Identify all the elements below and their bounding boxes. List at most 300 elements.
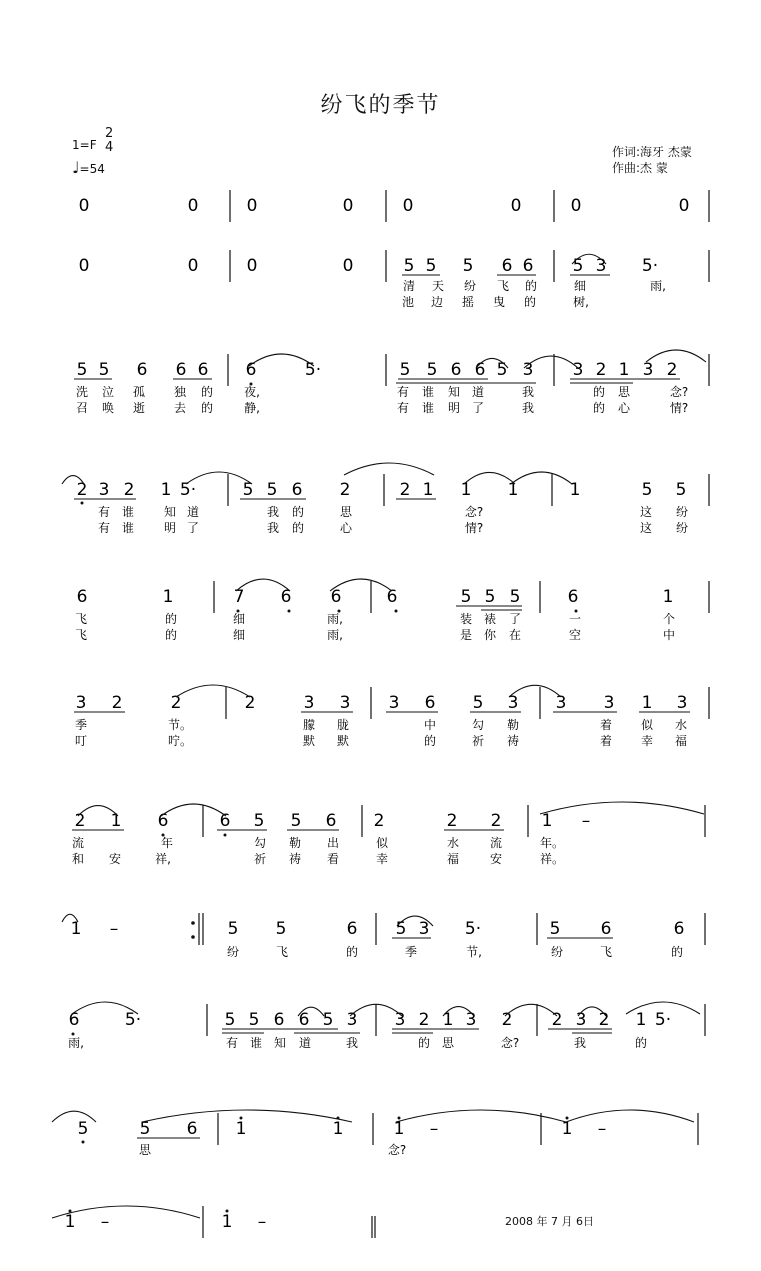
lyric-syllable: 细 — [573, 279, 587, 293]
note: 2 — [418, 1010, 430, 1030]
note: 1 — [442, 1010, 454, 1030]
octave-dot — [338, 610, 341, 613]
note: 6 — [325, 811, 337, 831]
lyric-syllable: 在 — [508, 628, 522, 642]
lyric-syllable: 静, — [244, 401, 260, 415]
lyric-syllable: 的 — [291, 505, 305, 519]
lyric-syllable: 祈 — [471, 734, 485, 748]
note: 3 — [394, 1010, 406, 1030]
note: 2 — [244, 693, 256, 713]
slur — [161, 804, 226, 816]
note: 5 — [425, 256, 437, 276]
note: 1 — [221, 1212, 233, 1232]
lyric-syllable: 曳 — [492, 295, 506, 309]
note: 5 — [641, 480, 653, 500]
note: 1 — [160, 480, 172, 500]
lyric-syllable: 幸 — [375, 852, 389, 866]
lyric-syllable: 有 — [396, 385, 410, 399]
time-signature — [105, 127, 113, 155]
note: 6 — [219, 811, 231, 831]
note: 5 — [77, 1119, 89, 1139]
note: 1 — [635, 1010, 647, 1030]
lyric-syllable: 幸 — [640, 734, 654, 748]
lyric-syllable: 纷 — [226, 945, 240, 959]
lyric-syllable: 的 — [524, 279, 538, 293]
lyric-syllable: 的 — [200, 385, 214, 399]
note: 5· — [654, 1010, 672, 1030]
repeat-dot — [191, 935, 195, 939]
note: 1 — [618, 360, 630, 380]
note: 5 — [395, 919, 407, 939]
note: 2 — [501, 1010, 513, 1030]
note: 2 — [598, 1010, 610, 1030]
note: 5 — [675, 480, 687, 500]
note: 1 — [393, 1119, 405, 1139]
note: 6 — [273, 1010, 285, 1030]
lyric-syllable: 是 — [459, 628, 473, 642]
lyric-syllable: 的 — [164, 628, 178, 642]
lyric-syllable: 水 — [446, 836, 460, 850]
lyric-syllable: 的 — [164, 612, 178, 626]
slur — [176, 685, 250, 697]
note: 1 — [541, 811, 553, 831]
note: 3 — [642, 360, 654, 380]
note: 1 — [235, 1119, 247, 1139]
lyric-syllable: 的 — [345, 945, 359, 959]
note: 5 — [139, 1119, 151, 1139]
lyric-syllable: 年。 — [539, 836, 565, 850]
note: – — [257, 1212, 267, 1232]
note: 5 — [549, 919, 561, 939]
note: 0 — [510, 196, 522, 216]
lyric-syllable: 明 — [447, 401, 461, 415]
note: 5· — [304, 360, 322, 380]
lyric-syllable: 边 — [430, 295, 444, 309]
slur — [511, 472, 572, 484]
lyric-syllable: 谁 — [421, 385, 435, 399]
lyric-syllable: 我 — [266, 521, 280, 535]
note: 5 — [399, 360, 411, 380]
lyric-syllable: 安 — [489, 852, 503, 866]
note: 6 — [450, 360, 462, 380]
note: 5 — [248, 1010, 260, 1030]
lyric-syllable: 独 — [173, 385, 187, 399]
note: 2 — [123, 480, 135, 500]
lyric-syllable: 雨, — [68, 1036, 84, 1050]
note: 6 — [175, 360, 187, 380]
lyric-syllable: 知 — [273, 1036, 287, 1050]
lyric-syllable: 细 — [232, 612, 246, 626]
lyric-syllable: 年 — [160, 836, 174, 850]
note: 5· — [641, 256, 659, 276]
note: 2 — [373, 811, 385, 831]
note: 3 — [575, 1010, 587, 1030]
note: 1 — [64, 1212, 76, 1232]
note: 6 — [280, 587, 292, 607]
note: 3 — [388, 693, 400, 713]
note: 5 — [426, 360, 438, 380]
lyric-syllable: 一 — [568, 612, 582, 626]
octave-dot — [82, 1141, 85, 1144]
lyric-syllable: 我 — [573, 1036, 587, 1050]
note: 3 — [676, 693, 688, 713]
note: 6 — [157, 811, 169, 831]
lyric-syllable: 心 — [339, 521, 353, 535]
octave-dot — [250, 383, 253, 386]
lyric-syllable: 季 — [404, 945, 418, 959]
note: 0 — [78, 256, 90, 276]
lyricist-credit: 作词:海牙 杰蒙 — [612, 145, 692, 159]
note: 0 — [402, 196, 414, 216]
note: 1 — [507, 480, 519, 500]
lyric-syllable: 思 — [441, 1036, 455, 1050]
note: 6 — [245, 360, 257, 380]
note: 2 — [399, 480, 411, 500]
lyric-syllable: 谁 — [249, 1036, 263, 1050]
note: 6 — [474, 360, 486, 380]
lyric-syllable: 勒 — [288, 836, 302, 850]
lyric-syllable: 念? — [464, 505, 484, 519]
lyric-syllable: 细 — [232, 628, 246, 642]
lyric-syllable: 的 — [634, 1036, 648, 1050]
lyric-syllable: 知 — [447, 385, 461, 399]
lyric-syllable: 着 — [599, 718, 613, 732]
lyric-syllable: 飞 — [74, 612, 88, 626]
note: 5· — [124, 1010, 142, 1030]
note: 0 — [246, 256, 258, 276]
meter-top: 2 — [105, 126, 114, 141]
note: 6 — [186, 1119, 198, 1139]
lyric-syllable: 念? — [387, 1143, 407, 1157]
notes-layer — [65, 196, 690, 1232]
lyric-syllable: 树, — [573, 295, 589, 309]
lyric-syllable: 明 — [163, 521, 177, 535]
note: 1 — [332, 1119, 344, 1139]
lyric-syllable: 的 — [592, 385, 606, 399]
lyric-syllable: 谁 — [121, 521, 135, 535]
lyric-syllable: 福 — [674, 734, 688, 748]
note: 0 — [570, 196, 582, 216]
lyric-syllable: 逝 — [132, 401, 146, 415]
octave-dot — [162, 834, 165, 837]
note: 6 — [346, 919, 358, 939]
lyric-syllable: 纷 — [550, 945, 564, 959]
note: 5 — [484, 587, 496, 607]
composer-credit: 作曲:杰 蒙 — [612, 161, 668, 175]
note: 2 — [446, 811, 458, 831]
lyric-syllable: 的 — [523, 295, 537, 309]
note: 5· — [464, 919, 482, 939]
octave-dot — [224, 834, 227, 837]
lyric-syllable: 纷 — [675, 521, 689, 535]
lyric-syllable: 谁 — [421, 401, 435, 415]
lyric-syllable: 天 — [431, 279, 445, 293]
lyric-syllable: 纷 — [675, 505, 689, 519]
note: 2 — [111, 693, 123, 713]
key-signature: 1=F — [72, 138, 97, 152]
note: 3 — [346, 1010, 358, 1030]
note: 2 — [76, 480, 88, 500]
note: 5 — [496, 360, 508, 380]
slur — [52, 1111, 96, 1122]
song-title: 纷飞的季节 — [320, 93, 441, 118]
note: 2 — [339, 480, 351, 500]
lyric-syllable: 雨, — [327, 612, 343, 626]
note: 1 — [162, 587, 174, 607]
lyric-syllable: 摇 — [461, 295, 475, 309]
note: 0 — [678, 196, 690, 216]
lyric-syllable: 你 — [483, 628, 497, 642]
lyric-syllable: 胧 — [336, 718, 350, 732]
note: 5 — [227, 919, 239, 939]
lyric-syllable: 祷 — [288, 852, 302, 866]
lyric-syllable: 福 — [446, 852, 460, 866]
lyric-syllable: 的 — [417, 1036, 431, 1050]
lyric-syllable: 这 — [639, 505, 653, 519]
note: – — [581, 811, 591, 831]
high-octave-dot — [566, 1117, 569, 1120]
lyric-syllable: 的 — [423, 734, 437, 748]
tempo-value: =54 — [79, 162, 105, 176]
lyric-syllable: 我 — [345, 1036, 359, 1050]
quarter-note-icon: ♩ — [72, 158, 80, 177]
lyric-syllable: 飞 — [599, 945, 613, 959]
lyric-syllable: 默 — [302, 734, 316, 748]
note: 3 — [465, 1010, 477, 1030]
note: 7 — [233, 587, 245, 607]
lyric-syllable: 裱 — [483, 612, 497, 626]
note: 3 — [303, 693, 315, 713]
note: 5 — [509, 587, 521, 607]
lyric-syllable: 个 — [662, 612, 676, 626]
lyric-syllable: 了 — [186, 521, 200, 535]
lyric-syllable: 飞 — [275, 945, 289, 959]
note: – — [597, 1119, 607, 1139]
note: – — [429, 1119, 439, 1139]
lyric-syllable: 洗 — [75, 385, 89, 399]
note: 0 — [187, 256, 199, 276]
lyric-syllable: 召 — [75, 401, 89, 415]
octave-dot — [237, 610, 240, 613]
lyric-syllable: 似 — [640, 718, 654, 732]
lyric-syllable: 勒 — [506, 718, 520, 732]
lyric-syllable: 我 — [521, 401, 535, 415]
octave-dot — [81, 502, 84, 505]
note: 3 — [555, 693, 567, 713]
note: 6 — [291, 480, 303, 500]
lyric-syllable: 念? — [500, 1036, 520, 1050]
slur — [142, 1110, 352, 1122]
repeat-dot — [191, 921, 195, 925]
lyric-syllable: 清 — [402, 279, 416, 293]
lyric-syllable: 出 — [326, 836, 340, 850]
meter-bottom: 4 — [105, 140, 114, 155]
note: 6 — [424, 693, 436, 713]
octave-dot — [72, 1033, 75, 1036]
note: 1 — [422, 480, 434, 500]
note: 5 — [275, 919, 287, 939]
note: 6 — [330, 587, 342, 607]
lyric-syllable: 纷 — [463, 279, 477, 293]
lyric-syllable: 勾 — [253, 836, 267, 850]
note: 5 — [76, 360, 88, 380]
note: 3 — [418, 919, 430, 939]
note: 3 — [603, 693, 615, 713]
note: 5 — [253, 811, 265, 831]
note: 6 — [673, 919, 685, 939]
note: 5 — [242, 480, 254, 500]
note: – — [109, 919, 119, 939]
lyric-syllable: 有 — [97, 505, 111, 519]
note: 3 — [572, 360, 584, 380]
note: 3 — [507, 693, 519, 713]
credits — [612, 144, 692, 176]
note: 5 — [290, 811, 302, 831]
lyric-syllable: 池 — [401, 295, 415, 309]
lyric-syllable: 默 — [336, 734, 350, 748]
high-octave-dot — [240, 1117, 243, 1120]
note: 1 — [641, 693, 653, 713]
note: 6 — [136, 360, 148, 380]
lyric-syllable: 情? — [669, 401, 689, 415]
lyric-syllable: 空 — [568, 628, 582, 642]
lyric-syllable: 和 — [71, 852, 85, 866]
lyric-syllable: 着 — [599, 734, 613, 748]
tempo-marking — [72, 158, 105, 177]
lyric-syllable: 水 — [674, 718, 688, 732]
note: 3 — [522, 360, 534, 380]
lyric-syllable: 有 — [225, 1036, 239, 1050]
note: 6 — [567, 587, 579, 607]
note: 1 — [110, 811, 122, 831]
slur — [540, 802, 704, 814]
date-stamp: 2008 年 7 月 6日 — [505, 1215, 594, 1228]
lyric-syllable: 的 — [592, 401, 606, 415]
note: 1 — [569, 480, 581, 500]
lyric-syllable: 的 — [291, 521, 305, 535]
lyric-syllable: 看 — [326, 852, 340, 866]
high-octave-dot — [226, 1210, 229, 1213]
lyric-syllable: 道 — [298, 1036, 312, 1050]
note: 6 — [68, 1010, 80, 1030]
lyric-syllable: 中 — [423, 718, 437, 732]
lyric-syllable: 祥, — [155, 852, 171, 866]
lyric-syllable: 装 — [459, 612, 473, 626]
lyric-syllable: 飞 — [74, 628, 88, 642]
lyric-syllable: 的 — [670, 945, 684, 959]
high-octave-dot — [398, 1117, 401, 1120]
lyric-syllable: 祥。 — [539, 852, 565, 866]
lyric-syllable: 我 — [266, 505, 280, 519]
lyric-syllable: 流 — [71, 836, 85, 850]
lyric-syllable: 节, — [466, 945, 482, 959]
slur — [505, 1004, 557, 1016]
lyric-syllable: 叮 — [74, 734, 88, 748]
note: 6 — [600, 919, 612, 939]
lyric-syllable: 有 — [97, 521, 111, 535]
high-octave-dot — [69, 1210, 72, 1213]
lyric-syllable: 知 — [163, 505, 177, 519]
slur — [566, 1110, 694, 1122]
note: 5 — [98, 360, 110, 380]
note: 1 — [460, 480, 472, 500]
note: 2 — [595, 360, 607, 380]
note: 3 — [339, 693, 351, 713]
lyric-syllable: 思 — [339, 505, 353, 519]
lyric-syllable: 中 — [662, 628, 676, 642]
lyrics-layer — [68, 278, 688, 1157]
note: 2 — [74, 811, 86, 831]
lyric-syllable: 节。 — [167, 718, 193, 732]
lyric-syllable: 了 — [508, 612, 522, 626]
lyric-syllable: 泣 — [101, 385, 115, 399]
note: 5 — [460, 587, 472, 607]
note: 6 — [298, 1010, 310, 1030]
lyric-syllable: 似 — [375, 836, 389, 850]
note: 0 — [187, 196, 199, 216]
lyric-syllable: 这 — [639, 521, 653, 535]
note: 1 — [561, 1119, 573, 1139]
lyric-syllable: 道 — [186, 505, 200, 519]
note: 2 — [490, 811, 502, 831]
lyric-syllable: 心 — [617, 401, 631, 415]
lyric-syllable: 祷 — [506, 734, 520, 748]
note: 5 — [572, 256, 584, 276]
lyric-syllable: 情? — [464, 521, 484, 535]
lyric-syllable: 去 — [173, 401, 187, 415]
note: 6 — [197, 360, 209, 380]
note: 5· — [179, 480, 197, 500]
lyric-syllable: 咛。 — [167, 734, 193, 748]
octave-dot — [575, 610, 578, 613]
octave-dot — [288, 610, 291, 613]
lyric-syllable: 勾 — [471, 718, 485, 732]
lyric-syllable: 飞 — [496, 279, 510, 293]
note: 0 — [342, 256, 354, 276]
lyric-syllable: 道 — [471, 385, 485, 399]
lyric-syllable: 思 — [138, 1143, 152, 1157]
note: 5 — [322, 1010, 334, 1030]
lyric-syllable: 了 — [471, 401, 485, 415]
lyric-syllable: 思 — [617, 385, 631, 399]
note: 2 — [170, 693, 182, 713]
lyric-syllable: 流 — [489, 836, 503, 850]
lyric-syllable: 谁 — [121, 505, 135, 519]
note: 6 — [522, 256, 534, 276]
note: 5 — [472, 693, 484, 713]
note: 1 — [662, 587, 674, 607]
octave-dot — [395, 610, 398, 613]
slur — [344, 463, 434, 475]
note: 3 — [595, 256, 607, 276]
lyric-syllable: 念? — [669, 385, 689, 399]
note: 6 — [76, 587, 88, 607]
lyric-syllable: 祈 — [253, 852, 267, 866]
note: 5 — [224, 1010, 236, 1030]
note: 5 — [403, 256, 415, 276]
note: 0 — [342, 196, 354, 216]
note: 2 — [666, 360, 678, 380]
note: 5 — [462, 256, 474, 276]
note: 6 — [501, 256, 513, 276]
lyric-syllable: 夜, — [244, 385, 260, 399]
note: 1 — [70, 919, 82, 939]
barlines-layer — [199, 190, 709, 1238]
note: 6 — [386, 587, 398, 607]
lyric-syllable: 的 — [200, 401, 214, 415]
lyric-syllable: 我 — [521, 385, 535, 399]
lyric-syllable: 朦 — [302, 718, 316, 732]
